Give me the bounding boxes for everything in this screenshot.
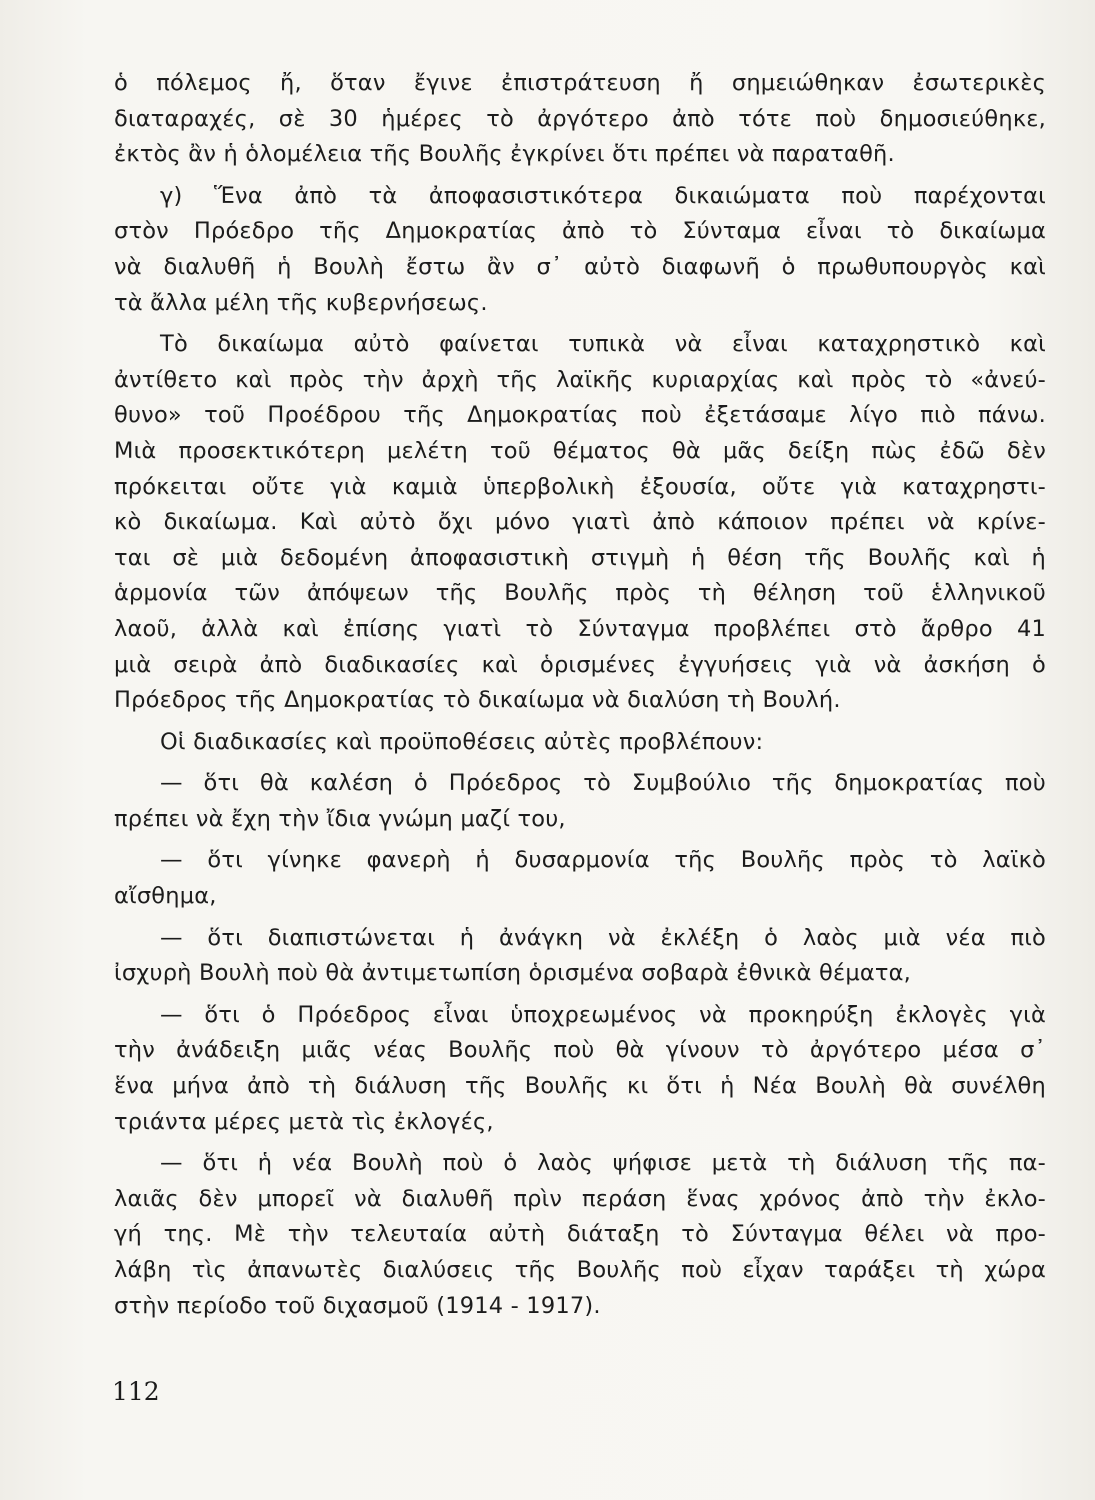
text-line: λάβη τὶς ἀπανωτὲς διαλύσεις τῆς Βουλῆς ποὺ εἶχαν ταράξει τὴ χώρα [114,1257,1046,1283]
text-line: πρέπει νὰ ἔχη τὴν ἴδια γνώμη μαζί του, [114,805,566,832]
text-line: — ὅτι θὰ καλέση ὁ Πρόεδρος τὸ Συμβούλιο τῆς δημοκρατίας ποὺ [160,770,1046,797]
text-line: στὴν περίοδο τοῦ διχασμοῦ (1914 - 1917). [114,1292,601,1319]
text-line: — ὅτι γίνηκε φανερὴ ἡ δυσαρμονία τῆς Βουλῆς πρὸς τὸ λαϊκὸ [160,847,1046,874]
paragraph [114,179,1046,321]
text-line: ἀντίθετο καὶ πρὸς τὴν ἀρχὴ τῆς λαϊκῆς κυριαρχίας καὶ πρὸς τὸ «ἀνεύ- [114,366,1046,393]
text-line: — ὅτι διαπιστώνεται ἡ ἀνάγκη νὰ ἐκλέξη ὁ λαὸς μιὰ νέα πιὸ [160,924,1046,951]
text-line: διαταραχές, σὲ 30 ἡμέρες τὸ ἀργότερο ἀπὸ τότε ποὺ δημοσιεύθηκε, [114,105,1046,132]
text-line: τριάντα μέρες μετὰ τὶς ἐκλογές, [114,1108,494,1135]
text-line: ἁρμονία τῶν ἀπόψεων τῆς Βουλῆς πρὸς τὴ θέληση τοῦ ἑλληνικοῦ [114,580,1046,607]
text-line: ἐκτὸς ἂν ἡ ὁλομέλεια τῆς Βουλῆς ἐγκρίνει ὅτι πρέπει νὰ παραταθῆ. [114,141,895,168]
text-line: λαοῦ, ἀλλὰ καὶ ἐπίσης γιατὶ τὸ Σύνταγμα προβλέπει στὸ ἄρθρο 41 [114,615,1046,642]
text-line: ται σὲ μιὰ δεδομένη ἀποφασιστικὴ στιγμὴ ἡ θέση τῆς Βουλῆς καὶ ἡ [114,544,1046,571]
paragraph [114,843,1046,914]
text-line: γή της. Μὲ τὴν τελευταία αὐτὴ διάταξη τὸ Σύνταγμα θέλει νὰ προ- [114,1221,1046,1248]
text-line: ἕνα μήνα ἀπὸ τὴ διάλυση τῆς Βουλῆς κι ὅτι ἡ Νέα Βουλὴ θὰ συνέλθη [114,1073,1046,1100]
text-line: Πρόεδρος τῆς Δημοκρατίας τὸ δικαίωμα νὰ διαλύση τὴ Βουλή. [114,687,841,714]
text-line: Τὸ δικαίωμα αὐτὸ φαίνεται τυπικὰ νὰ εἶναι καταχρηστικὸ καὶ [160,331,1046,358]
text-line: ἰσχυρὴ Βουλὴ ποὺ θὰ ἀντιμετωπίση ὁρισμένα σοβαρὰ ἐθνικὰ θέματα, [114,960,912,987]
text-line: γ) Ἕνα ἀπὸ τὰ ἀποφασιστικότερα δικαιώματα ποὺ παρέχονται [160,182,1046,209]
page-number: 112 [112,1377,160,1406]
text-line: — ὅτι ἡ νέα Βουλὴ ποὺ ὁ λαὸς ψήφισε μετὰ τὴ διάλυση τῆς πα- [160,1150,1046,1177]
text-line: — ὅτι ὁ Πρόεδρος εἶναι ὑποχρεωμένος νὰ προκηρύξη ἐκλογὲς γιὰ [160,1001,1046,1028]
paragraph [114,1146,1046,1324]
text-line: αἴσθημα, [114,883,217,910]
paragraph [114,725,1046,761]
text-line: λαιᾶς δὲν μπορεῖ νὰ διαλυθῆ πρὶν περάση ἕνας χρόνος ἀπὸ τὴν ἐκλο- [114,1185,1046,1212]
text-line: στὸν Πρόεδρο τῆς Δημοκρατίας ἀπὸ τὸ Σύνταμα εἶναι τὸ δικαίωμα [114,218,1046,245]
text-line: πρόκειται οὔτε γιὰ καμιὰ ὑπερβολικὴ ἐξουσία, οὔτε γιὰ καταχρηστι- [114,473,1046,500]
text-line: θυνο» τοῦ Προέδρου τῆς Δημοκρατίας ποὺ ἐξετάσαμε λίγο πιὸ πάνω. [114,402,1046,429]
paragraph [114,766,1046,837]
text-line: μιὰ σειρὰ ἀπὸ διαδικασίες καὶ ὁρισμένες ἐγγυήσεις γιὰ νὰ ἀσκήση ὁ [114,651,1046,678]
text-line: ὁ πόλεμος ἤ, ὅταν ἔγινε ἐπιστράτευση ἤ σημειώθηκαν ἐσωτερικὲς [114,70,1046,96]
body-text [114,66,1046,1330]
text-line: Οἱ διαδικασίες καὶ προϋποθέσεις αὐτὲς προβλέπουν: [160,728,764,755]
paragraph [114,998,1046,1140]
text-line: νὰ διαλυθῆ ἡ Βουλὴ ἔστω ἂν σ᾽ αὐτὸ διαφωνῆ ὁ πρωθυπουργὸς καὶ [114,253,1046,280]
paragraph [114,921,1046,992]
text-line: τὰ ἄλλα μέλη τῆς κυβερνήσεως. [114,289,488,316]
text-line: Μιὰ προσεκτικότερη μελέτη τοῦ θέματος θὰ μᾶς δείξη πὼς ἐδῶ δὲν [114,437,1046,464]
text-line: τὴν ἀνάδειξη μιᾶς νέας Βουλῆς ποὺ θὰ γίνουν τὸ ἀργότερο μέσα σ᾽ [114,1037,1046,1064]
text-line: κὸ δικαίωμα. Καὶ αὐτὸ ὄχι μόνο γιατὶ ἀπὸ κάποιον πρέπει νὰ κρίνε- [114,509,1046,536]
paragraph [114,327,1046,719]
paragraph [114,66,1046,173]
